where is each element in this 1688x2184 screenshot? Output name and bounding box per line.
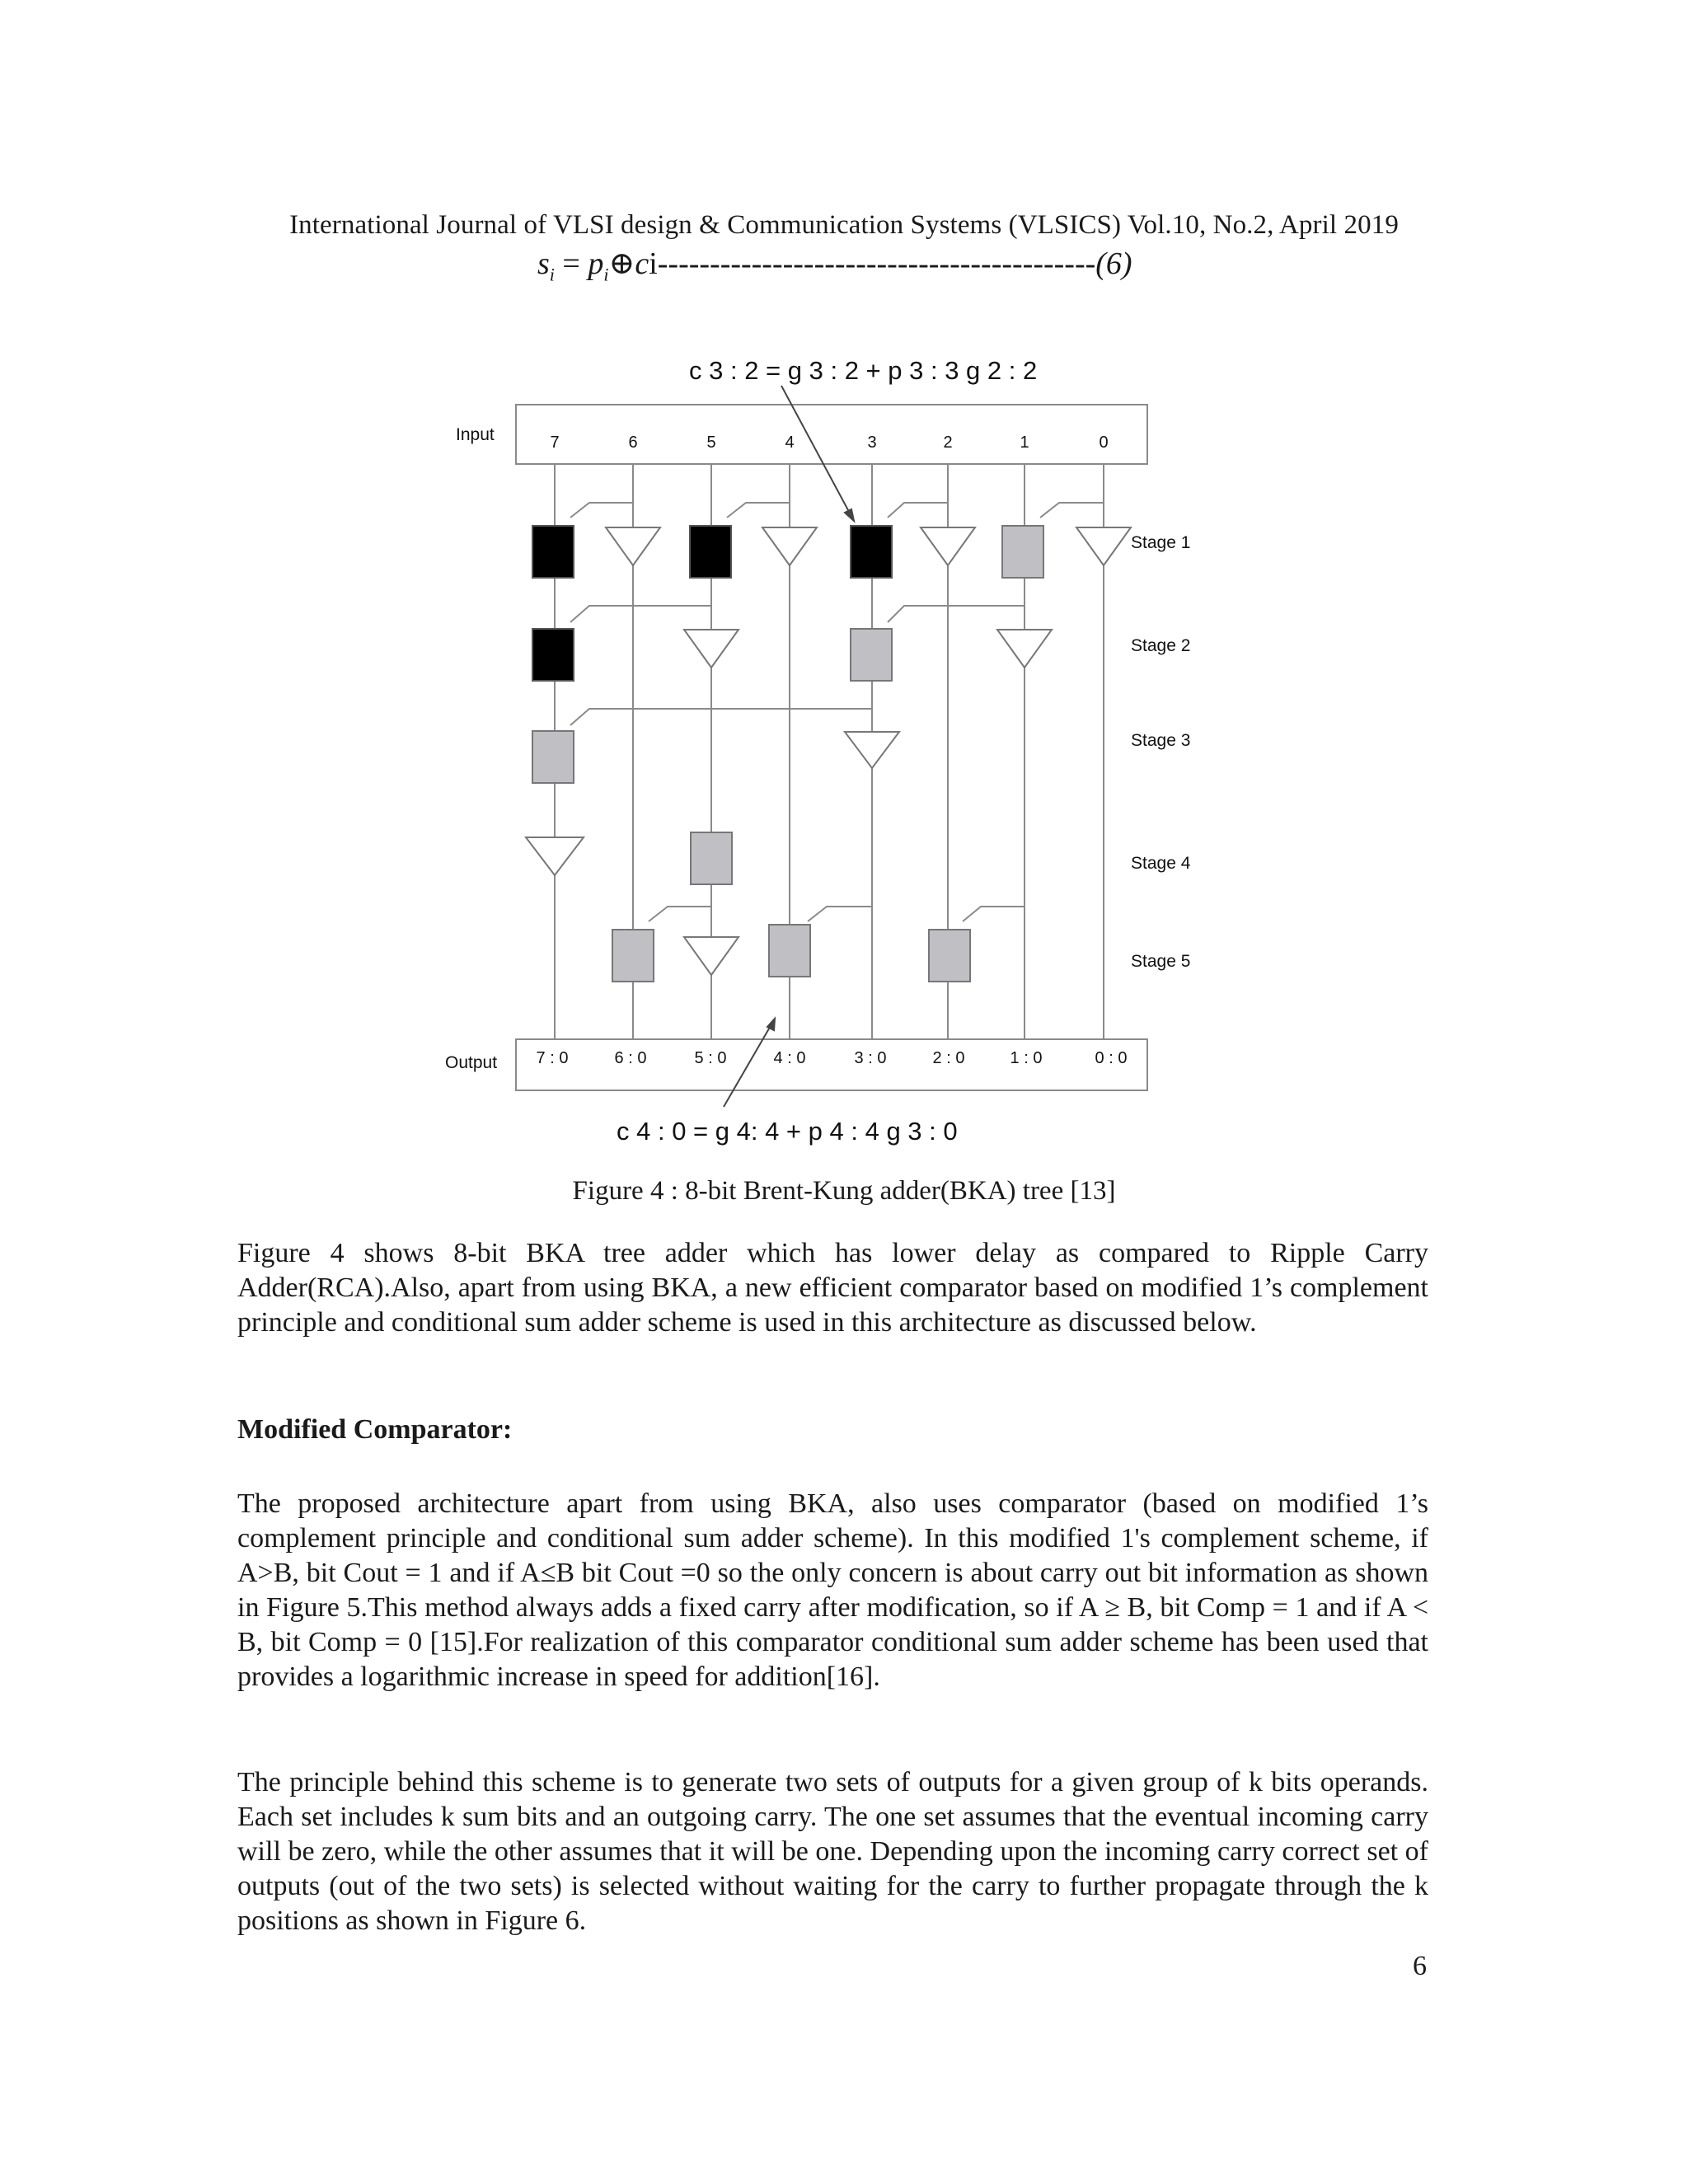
input-bit-7: 7 — [550, 434, 560, 452]
gray-cell — [1002, 526, 1043, 578]
bottom-carry-formula: c 4 : 0 = g 4: 4 + p 4 : 4 g 3 : 0 — [617, 1117, 958, 1146]
black-cell — [690, 526, 731, 578]
input-bit-1: 1 — [1020, 434, 1029, 452]
input-box — [516, 405, 1147, 464]
input-bit-2: 2 — [943, 434, 953, 452]
eq-p: p — [588, 246, 604, 281]
buffer-triangle — [684, 937, 738, 975]
stage-labels — [1131, 533, 1191, 971]
input-bit-6: 6 — [628, 434, 638, 452]
gray-cell — [532, 731, 574, 783]
eq-number: (6) — [1095, 246, 1132, 281]
eq-s-sub: i — [549, 264, 555, 285]
buffer-triangle — [762, 527, 817, 565]
gray-cell — [612, 930, 654, 982]
gray-cell — [691, 832, 732, 884]
black-cell — [532, 629, 574, 681]
output-group-3-0: 3 : 0 — [854, 1049, 887, 1067]
output-group-2-0: 2 : 0 — [932, 1049, 965, 1067]
buffer-triangle — [845, 732, 899, 768]
eq-dashes: ------------------------------------------ — [657, 246, 1096, 281]
output-group-5-0: 5 : 0 — [694, 1049, 727, 1067]
stage-5-label: Stage 5 — [1131, 952, 1191, 971]
output-group-7-0: 7 : 0 — [536, 1049, 569, 1067]
black-cell — [532, 526, 574, 578]
buffer-triangle — [684, 630, 738, 668]
eq-s: s — [537, 246, 550, 281]
journal-header: International Journal of VLSI design & Communication Systems (VLSICS) Vol.10, No.2, April 2019 — [289, 210, 1399, 240]
gray-cell — [769, 925, 810, 977]
buffer-triangle — [606, 527, 660, 565]
stage-3-label: Stage 3 — [1131, 731, 1191, 750]
gray-cell — [851, 629, 892, 681]
stage-1-label: Stage 1 — [1131, 533, 1191, 552]
buffer-triangle — [526, 837, 584, 875]
page-number: 6 — [1413, 1951, 1427, 1981]
input-label: Input — [456, 425, 495, 444]
eq-c-rest: i — [649, 246, 658, 281]
output-group-4-0: 4 : 0 — [773, 1049, 806, 1067]
input-bit-3: 3 — [867, 434, 877, 452]
paragraph-bka-intro: Figure 4 shows 8-bit BKA tree adder which has lower delay as compared to Ripple Carry Adder(RCA).Also, apart from using BKA, a new efficient comparator based on modified 1’s complement principle and conditional sum adder scheme is used in this architecture as discussed below. — [237, 1238, 1428, 1338]
buffer-triangle — [997, 630, 1052, 668]
figure-caption: Figure 4 : 8-bit Brent-Kung adder(BKA) tree [13] — [572, 1176, 1116, 1206]
eq-c: c — [635, 246, 649, 281]
input-bit-0: 0 — [1099, 434, 1109, 452]
output-box — [516, 1039, 1147, 1090]
buffer-triangle — [1076, 527, 1131, 565]
wire-network — [516, 386, 1147, 1107]
buffer-triangle — [921, 527, 975, 565]
paragraph-conditional-sum: The principle behind this scheme is to generate two sets of outputs for a given group of k bits operands. Each set includes k sum bits and an outgoing carry. The one set assumes that the eventual incoming carry will be zero, while the other assumes that it will be one. Depending upon the incoming carry correct set of outputs (out of the two sets) is selected without waiting for the carry to further propagate through the k positions as shown in Figure 6. — [237, 1767, 1428, 1936]
eq-p-sub: i — [603, 264, 609, 285]
paragraph-modified-comparator: The proposed architecture apart from using BKA, also uses comparator (based on modified 1’s complement principle and conditional sum adder scheme). In this modified 1's complement scheme, if A>B, bit Cout = 1 and if A≤B bit Cout =0 so the only concern is about carry out bit information as shown in Figure 5.This method always adds a fixed carry after modification, so if A ≥ B, bit Comp = 1 and if A < B, bit Comp = 0 [15].For realization of this comparator conditional sum adder scheme has been used that provides a logarithmic increase in speed for addition[16]. — [237, 1488, 1428, 1692]
stage-4-label: Stage 4 — [1131, 854, 1191, 873]
section-heading: Modified Comparator: — [237, 1414, 513, 1445]
input-bit-4: 4 — [785, 434, 795, 452]
eq-xor-symbol: ⊕ — [608, 246, 635, 281]
output-group-0-0: 0 : 0 — [1095, 1049, 1128, 1067]
top-carry-formula: c 3 : 2 = g 3 : 2 + p 3 : 3 g 2 : 2 — [689, 356, 1038, 385]
stage-2-label: Stage 2 — [1131, 636, 1191, 655]
output-label: Output — [445, 1053, 498, 1072]
eq-equals: = — [554, 246, 588, 281]
black-cell — [851, 526, 892, 578]
gray-cell — [929, 930, 970, 982]
output-group-6-0: 6 : 0 — [614, 1049, 647, 1067]
input-bit-5: 5 — [706, 434, 716, 452]
output-group-1-0: 1 : 0 — [1010, 1049, 1043, 1067]
